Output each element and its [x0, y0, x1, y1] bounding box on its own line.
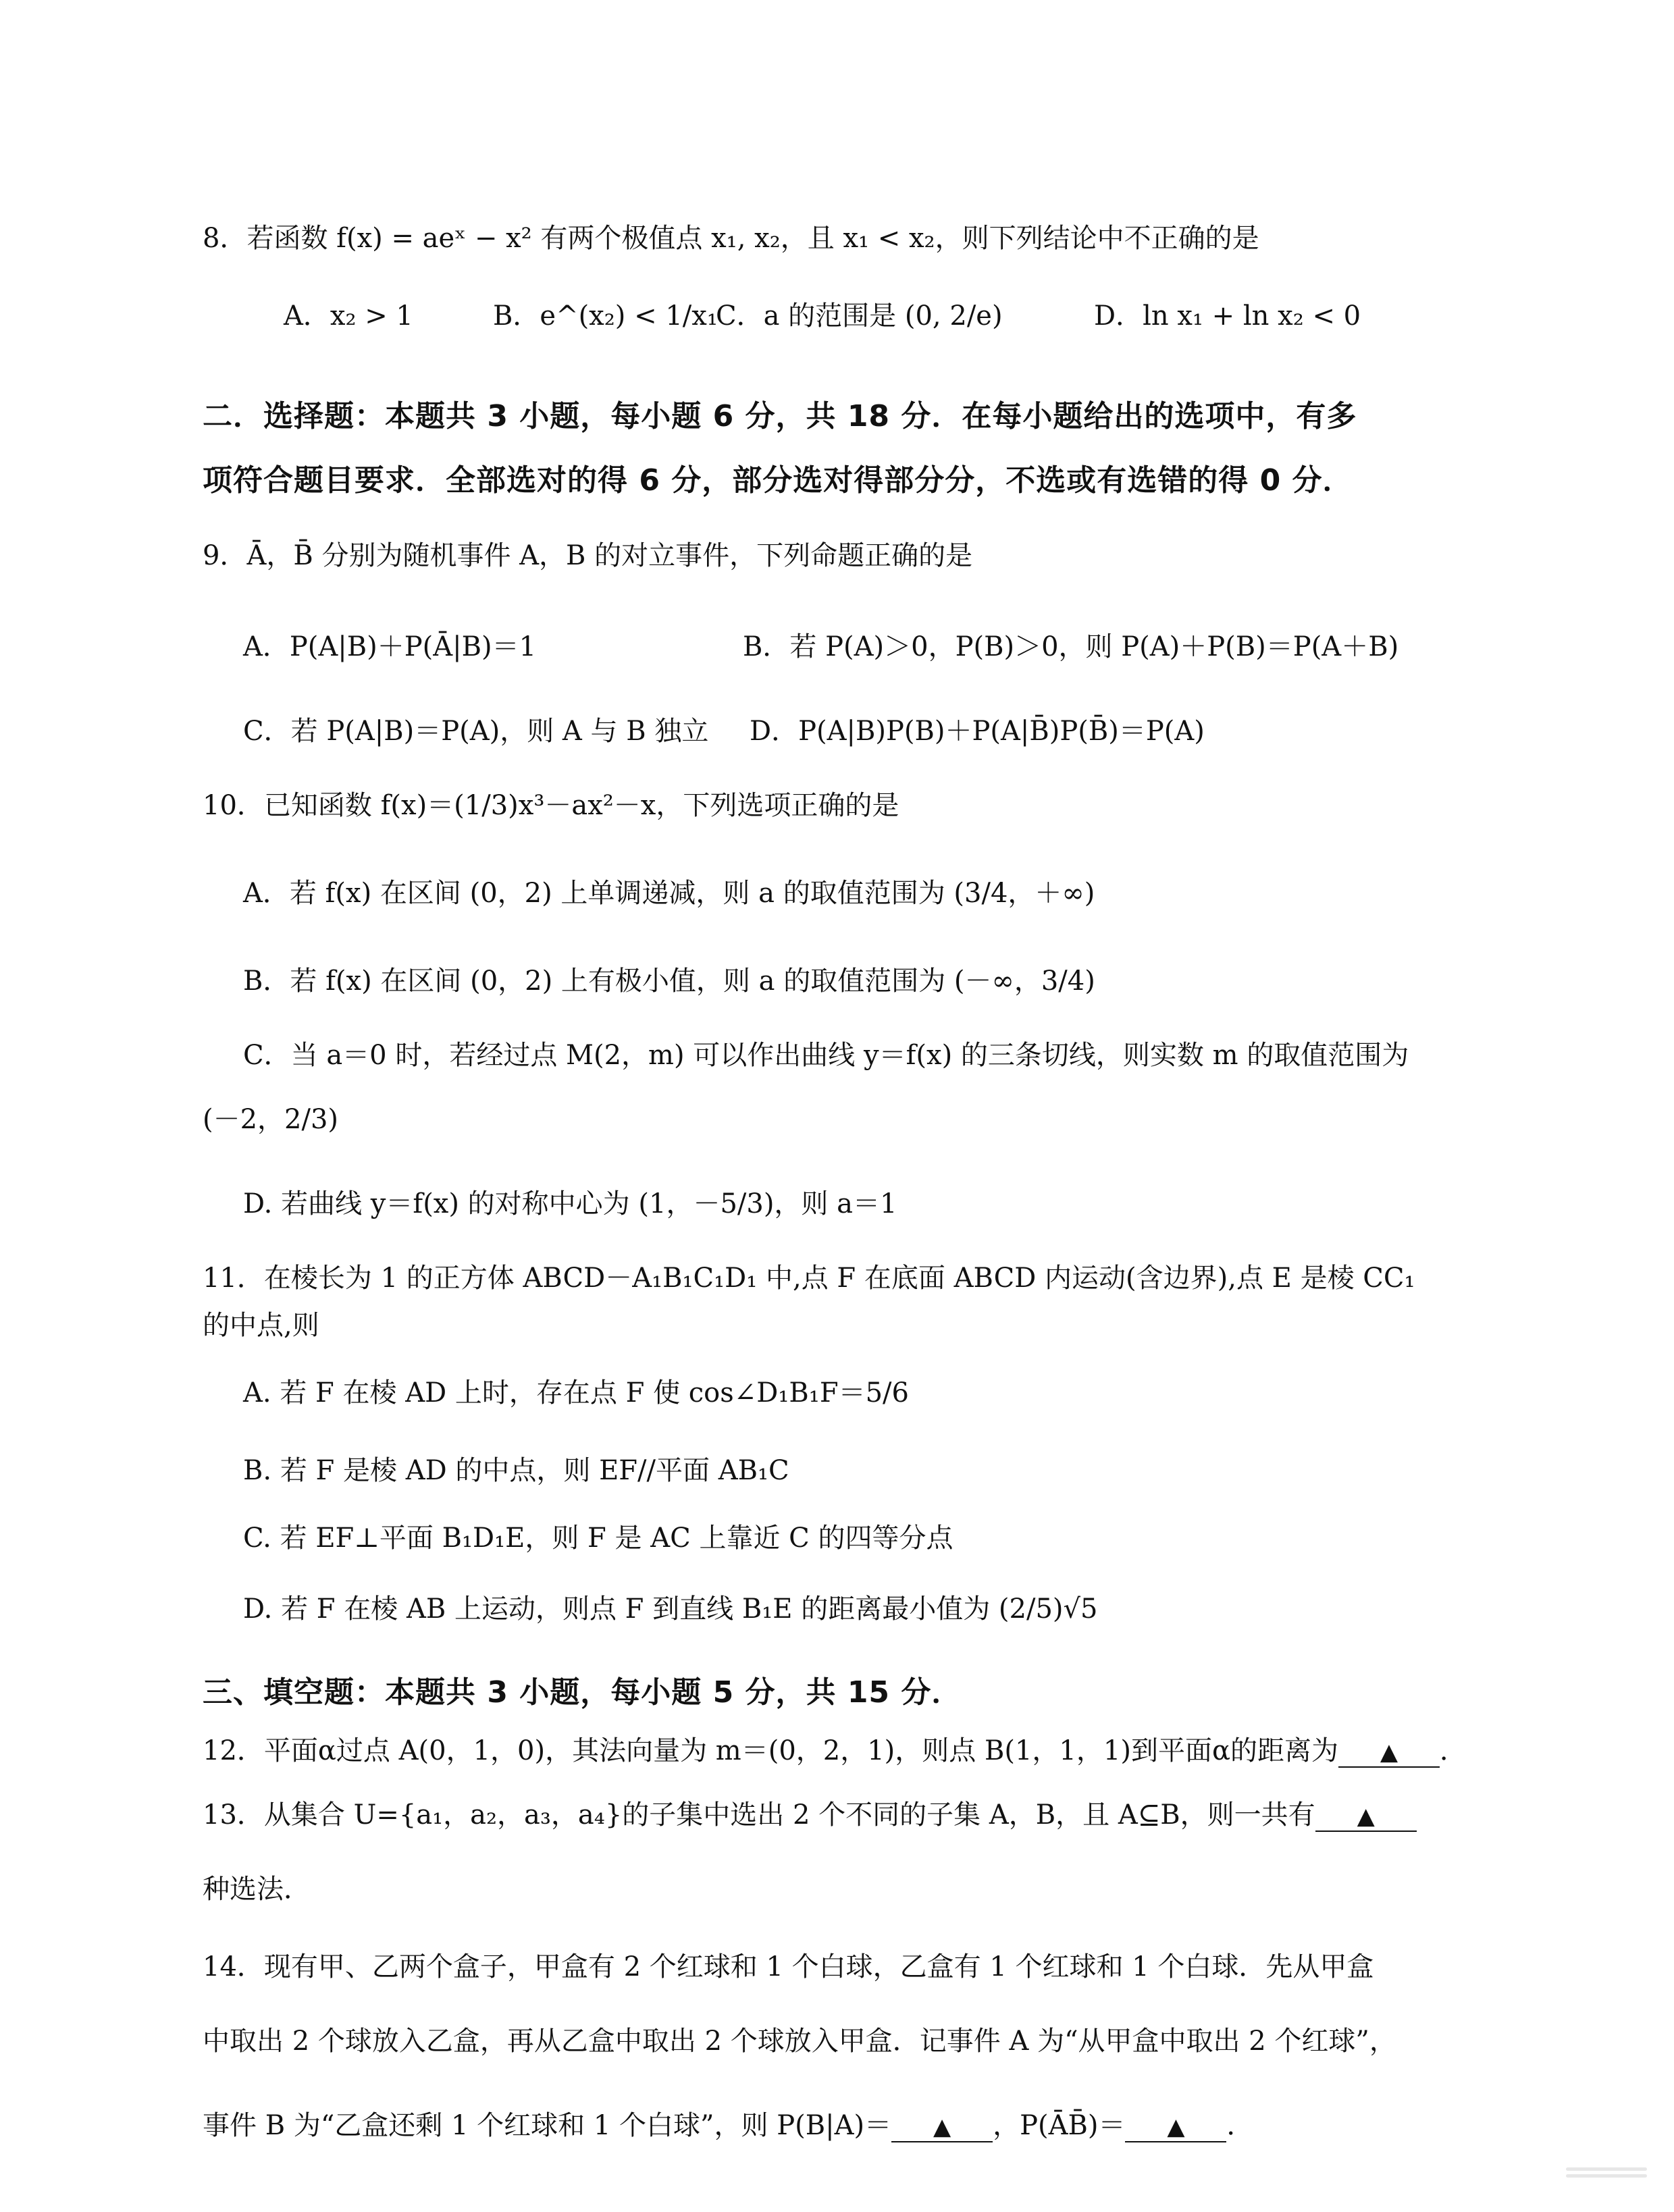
section-2-header-line1: 二．选择题：本题共 3 小题，每小题 6 分，共 18 分．在每小题给出的选项中，有多 — [203, 399, 1357, 433]
q11-option-b: B. 若 F 是棱 AD 的中点，则 EF//平面 AB₁C — [243, 1455, 789, 1486]
q13-answer-blank[interactable] — [1315, 1799, 1417, 1832]
q9-stem: 9．Ā，B̄ 分别为随机事件 A，B 的对立事件，下列命题正确的是 — [203, 540, 973, 571]
q10-option-a: A．若 f(x) 在区间 (0，2) 上单调递减，则 a 的取值范围为 (3/4，＋∞) — [243, 878, 1095, 909]
q14-answer-blank-1[interactable] — [891, 2110, 993, 2142]
q11-option-c: C. 若 EF⊥平面 B₁D₁E，则 F 是 AC 上靠近 C 的四等分点 — [243, 1523, 953, 1554]
q14-line3-part1: 事件 B 为“乙盒还剩 1 个红球和 1 个白球”，则 P(B|A)＝ — [203, 2110, 892, 2141]
q10-option-c-line1: C．当 a＝0 时，若经过点 M(2，m) 可以作出曲线 y＝f(x) 的三条切线，则实数 m 的取值范围为 — [243, 1040, 1409, 1071]
q14-line3-part2: ，P(ĀB̄)＝ — [993, 2110, 1126, 2141]
section-3-header: 三、填空题：本题共 3 小题，每小题 5 分，共 15 分． — [203, 1675, 962, 1710]
q14-answer-blank-2[interactable] — [1125, 2110, 1226, 2142]
q10-option-d: D. 若曲线 y＝f(x) 的对称中心为 (1，－5/3)，则 a＝1 — [243, 1188, 897, 1219]
q14-end: ． — [1226, 2110, 1254, 2141]
q9-option-c: C．若 P(A|B)＝P(A)，则 A 与 B 独立 — [243, 716, 709, 747]
q8-option-b: B．e^(x₂) < 1/x₁ — [493, 300, 718, 332]
q10-option-b: B．若 f(x) 在区间 (0，2) 上有极小值，则 a 的取值范围为 (－∞，3/4) — [243, 966, 1095, 997]
q8-option-c: C．a 的范围是 (0, 2/e) — [716, 300, 1003, 332]
q11-stem-line2: 的中点,则 — [203, 1310, 319, 1341]
watermark-icon — [1566, 2167, 1647, 2185]
q13 — [203, 1799, 1417, 1832]
q14-line2: 中取出 2 个球放入乙盒，再从乙盒中取出 2 个球放入甲盒．记事件 A 为“从甲盒中取出 2 个红球”， — [203, 2026, 1396, 2057]
q9-option-b: B．若 P(A)＞0，P(B)＞0，则 P(A)＋P(B)＝P(A＋B) — [743, 631, 1399, 662]
q12-end: ． — [1439, 1735, 1467, 1766]
q11-option-a: A. 若 F 在棱 AD 上时，存在点 F 使 cos∠D₁B₁F＝5/6 — [243, 1377, 909, 1408]
q8-option-d: D．ln x₁ + ln x₂ < 0 — [1094, 300, 1361, 332]
q10-stem: 10．已知函数 f(x)＝(1/3)x³－ax²－x，下列选项正确的是 — [203, 790, 899, 821]
blank-marker: ▲ — [1357, 1803, 1375, 1830]
blank-marker: ▲ — [1380, 1739, 1398, 1766]
q8-option-a: A．x₂ > 1 — [284, 300, 413, 332]
q13-line2: 种选法． — [203, 1874, 311, 1905]
q12 — [203, 1735, 1467, 1768]
q9-option-a: A．P(A|B)＋P(Ā|B)＝1 — [243, 631, 537, 662]
q10-option-c-line2: (－2，2/3) — [203, 1104, 339, 1135]
q11-option-d: D. 若 F 在棱 AB 上运动，则点 F 到直线 B₁E 的距离最小值为 (2/5)√5 — [243, 1594, 1098, 1625]
q8-stem: 8．若函数 f(x) = aeˣ − x² 有两个极值点 x₁, x₂，且 x₁ < x₂，则下列结论中不正确的是 — [203, 223, 1259, 254]
blank-marker: ▲ — [933, 2113, 951, 2140]
q11-stem-line1: 11．在棱长为 1 的正方体 ABCD－A₁B₁C₁D₁ 中,点 F 在底面 ABCD 内运动(含边界),点 E 是棱 CC₁ — [203, 1263, 1415, 1294]
q9-option-d: D．P(A|B)P(B)＋P(A|B̄)P(B̄)＝P(A) — [750, 716, 1205, 747]
q12-answer-blank[interactable] — [1338, 1735, 1440, 1768]
q14-line1: 14．现有甲、乙两个盒子，甲盒有 2 个红球和 1 个白球，乙盒有 1 个红球和 1 个白球．先从甲盒 — [203, 1951, 1374, 1982]
q14-line3 — [203, 2110, 1253, 2142]
q12-text: 12．平面α过点 A(0，1，0)，其法向量为 m＝(0，2，1)，则点 B(1，1，1)到平面α的距离为 — [203, 1735, 1338, 1766]
blank-marker: ▲ — [1167, 2113, 1185, 2140]
q13-text: 13．从集合 U={a₁，a₂，a₃，a₄}的子集中选出 2 个不同的子集 A，B，且 A⊆B，则一共有 — [203, 1799, 1315, 1831]
section-2-header-line2: 项符合题目要求．全部选对的得 6 分，部分选对得部分分，不选或有选错的得 0 分． — [203, 463, 1353, 498]
